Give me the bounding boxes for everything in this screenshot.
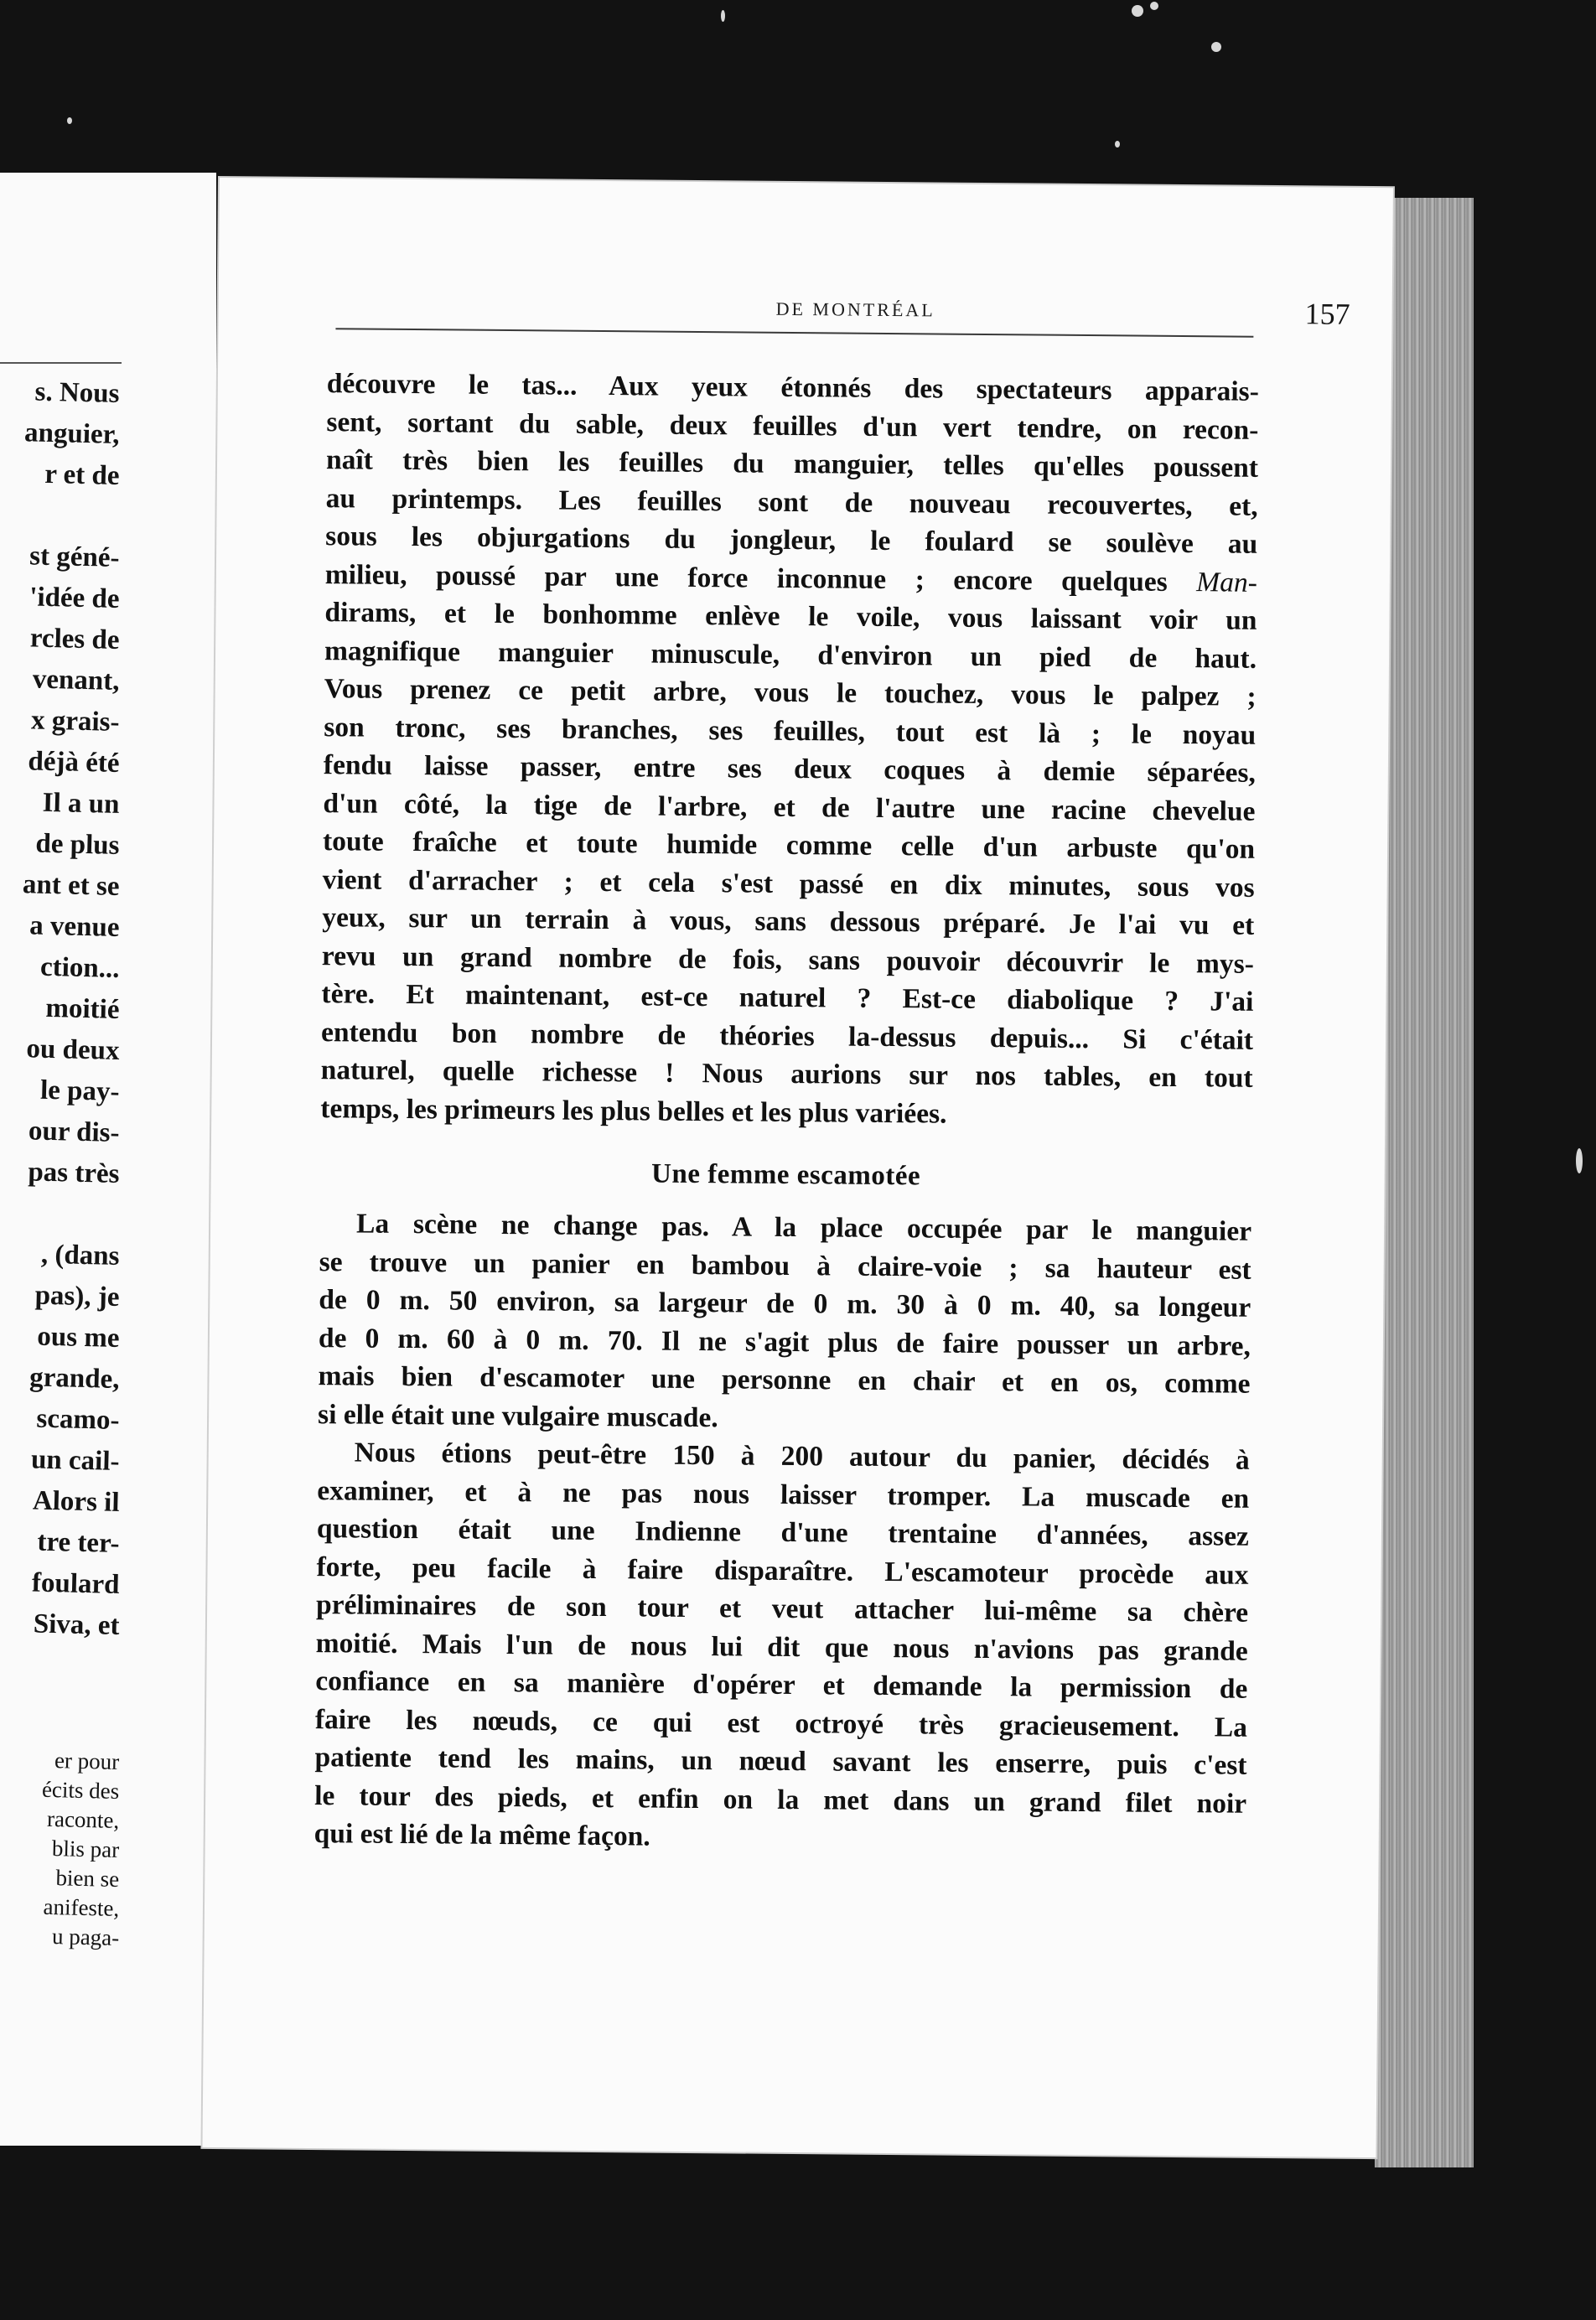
text-line: magnifique manguier minuscule, d'environ un pied de haut.: [324, 634, 1257, 675]
paragraph-mango-trick: [320, 365, 1259, 1136]
scan-speck: [1115, 141, 1120, 148]
text-line: sent, sortant du sable, deux feuilles d'un vert tendre, on recon-: [326, 406, 1259, 446]
previous-page-footnote-line: bien se: [54, 1865, 120, 1892]
text-line: son tronc, ses branches, ses feuilles, tout est là ; le noyau: [324, 711, 1257, 751]
text-line: Nous étions peut-être 150 à 200 autour du panier, décidés à: [354, 1437, 1250, 1476]
running-header: [331, 287, 1362, 347]
text-line: La scène ne change pas. A la place occupée par le manguier: [355, 1208, 1252, 1247]
running-title: DE MONTRÉAL: [775, 298, 935, 321]
previous-page-line: le pay-: [39, 1075, 120, 1107]
previous-page-line: un cail-: [30, 1444, 120, 1477]
previous-page-line: , (dans: [40, 1239, 120, 1271]
previous-page-line: venant,: [32, 664, 120, 697]
previous-page-line: Alors il: [32, 1485, 120, 1518]
text-line: sous les objurgations du jongleur, le foulard se soulève au: [325, 520, 1258, 560]
previous-page-line: de plus: [34, 828, 120, 861]
text-line: d'un côté, la tige de l'arbre, et de l'autre une racine chevelue: [323, 787, 1256, 827]
previous-page-footnote-line: blis par: [51, 1836, 120, 1862]
previous-page-line: pas très: [27, 1157, 120, 1189]
scan-speck: [1576, 1148, 1583, 1173]
text-line: se trouve un panier en bambou à claire-voie ; sa hauteur est: [319, 1245, 1251, 1286]
previous-page-footnote-line: écits des: [41, 1776, 120, 1804]
scan-speck: [67, 117, 72, 124]
text-line: temps, les primeurs les plus belles et les plus variées.: [320, 1092, 947, 1130]
text-line: fendu laisse passer, entre ses deux coques à demie séparées,: [323, 749, 1257, 789]
previous-page-line: x grais-: [30, 705, 120, 738]
previous-page-line: our dis-: [28, 1116, 120, 1148]
text-line: question était une Indienne d'une trentaine d'années, assez: [316, 1513, 1250, 1552]
text-line: toute fraîche et toute humide comme celle d'un arbuste qu'on: [322, 826, 1256, 865]
previous-page-line: foulard: [31, 1567, 120, 1600]
text-line: vient d'arracher ; et cela s'est passé en dix minutes, sous vos: [322, 863, 1255, 904]
previous-page-footnote-line: anifeste,: [42, 1893, 120, 1921]
text-line: naturel, quelle richesse ! Nous aurions sur nos tables, en tout: [320, 1054, 1253, 1094]
text-line: découvre le tas... Aux yeux étonnés des spectateurs apparais-: [326, 368, 1259, 407]
previous-page-line: r et de: [44, 458, 120, 491]
text-line: milieu, poussé par une force inconnue ; encore quelques Man-: [324, 558, 1257, 598]
previous-page-rule: [0, 362, 122, 364]
scan-speck: [1132, 5, 1143, 17]
text-line: de 0 m. 60 à 0 m. 70. Il ne s'agit plus de faire pousser un arbre,: [318, 1322, 1251, 1362]
previous-page-fragment: [0, 173, 216, 2146]
text-line: tère. Et maintenant, est-ce naturel ? Est-ce diabolique ? J'ai: [321, 978, 1254, 1018]
previous-page-line: pas), je: [34, 1280, 120, 1313]
previous-page-line: grande,: [28, 1362, 120, 1395]
text-line: confiance en sa manière d'opérer et demande la permission de: [315, 1665, 1248, 1705]
previous-page-line: 'idée de: [28, 582, 120, 614]
text-line: faire les nœuds, ce qui est octroyé très gracieusement. La: [314, 1703, 1248, 1743]
text-line: si elle était une vulgaire muscade.: [317, 1398, 718, 1433]
previous-page-line: Siva, et: [32, 1608, 120, 1641]
text-line: entendu bon nombre de théories la-dessus depuis... Si c'était: [320, 1016, 1254, 1056]
scan-speck: [1211, 42, 1221, 52]
text-line: le tour des pieds, et enfin on la met dans un grand filet noir: [314, 1779, 1247, 1820]
previous-page-text: [23, 374, 119, 1647]
previous-page-line: anguier,: [23, 417, 120, 450]
text-line: préliminaires de son tour et veut attacher lui-même sa chère: [315, 1589, 1249, 1629]
text-line: qui est lié de la même façon.: [314, 1818, 650, 1852]
text-line: patiente tend les mains, un nœud savant les enserre, puis c'est: [314, 1742, 1247, 1781]
previous-page-line: déjà été: [27, 746, 120, 779]
header-rule: [335, 328, 1253, 338]
book-page: [202, 178, 1392, 2157]
previous-page-line: moitié: [44, 992, 120, 1025]
previous-page-footnote-line: raconte,: [46, 1805, 120, 1833]
previous-page-line: tre ter-: [36, 1526, 120, 1559]
text-line: dirams, et le bonhomme enlève le voile, vous laissant voir un: [324, 597, 1257, 636]
previous-page-footnote-line: er pour: [54, 1748, 120, 1774]
text-line: naît très bien les feuilles du manguier, telles qu'elles poussent: [325, 444, 1259, 484]
previous-page-line: ant et se: [22, 869, 120, 902]
previous-page-footnotes: [42, 1748, 119, 1953]
text-line: yeux, sur un terrain à vous, sans dessous préparé. Je l'ai vu et: [322, 902, 1255, 941]
previous-page-line: a venue: [28, 910, 120, 943]
text-line: mais bien d'escamoter une personne en chair et en os, comme: [318, 1360, 1251, 1400]
page-number: 157: [1304, 297, 1350, 331]
text-line: de 0 m. 50 environ, sa largeur de 0 m. 30 à 0 m. 40, sa longeur: [319, 1284, 1251, 1323]
paragraph-vanishing-woman: [314, 1433, 1250, 1861]
previous-page-line: ous me: [36, 1321, 120, 1354]
text-line: examiner, et à ne pas nous laisser tromper. La muscade en: [317, 1474, 1250, 1515]
previous-page-line: [23, 497, 119, 538]
text-line: forte, peu facile à faire disparaître. L'escamoteur procède aux: [316, 1551, 1249, 1591]
scan-speck: [721, 10, 725, 22]
previous-page-line: st géné-: [28, 541, 120, 573]
previous-page-line: rcles de: [28, 623, 120, 655]
page-body: [314, 365, 1259, 1861]
text-line: au printemps. Les feuilles sont de nouveau recouvertes, et,: [325, 482, 1258, 522]
text-line: revu un grand nombre de fois, sans pouvoir découvrir le mys-: [321, 940, 1255, 980]
paragraph-basket: [318, 1204, 1251, 1442]
italic-word: Man-: [1167, 566, 1257, 598]
previous-page-line: ction...: [39, 951, 120, 984]
previous-page-line: s. Nous: [34, 376, 120, 409]
previous-page-line: scamo-: [35, 1403, 120, 1436]
section-title: Une femme escamotée: [650, 1158, 921, 1192]
scan-speck: [1150, 2, 1158, 10]
previous-page-line: Il a un: [41, 787, 120, 820]
text-line: moitié. Mais l'un de nous lui dit que nous n'avions pas grande: [315, 1627, 1248, 1667]
previous-page-footnote-line: u paga-: [51, 1924, 120, 1950]
previous-page-line: [23, 1195, 119, 1236]
previous-page-line: ou deux: [25, 1033, 120, 1066]
text-line: Vous prenez ce petit arbre, vous le touchez, vous le palpez ;: [324, 673, 1257, 712]
